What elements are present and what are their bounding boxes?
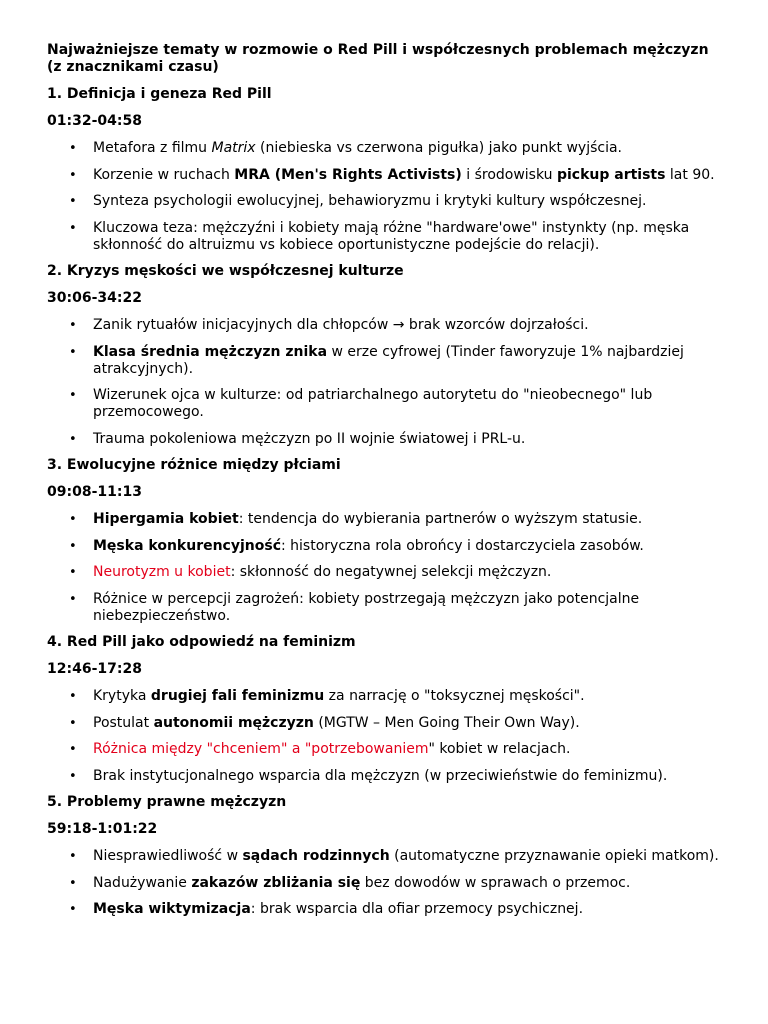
bold-text: Hipergamia kobiet xyxy=(93,511,239,527)
timestamp: 01:32-04:58 xyxy=(47,113,142,129)
document-page xyxy=(47,42,727,928)
text-run: Kluczowa teza: mężczyźni i kobiety mają różne "hardware'owe" instynkty (np. męska skłonność do altruizmu vs kobiece oportunistyczne podejście do relacji). xyxy=(93,219,690,253)
text-run: Różnice w percepcji zagrożeń: kobiety postrzegają mężczyzn jako potencjalne niebezpieczeństwo. xyxy=(93,590,640,624)
italic-text: Matrix xyxy=(211,140,256,156)
bullet-list xyxy=(47,688,727,785)
bullet-list xyxy=(47,511,727,625)
bold-text: Męska wiktymizacja xyxy=(93,901,251,917)
text-run: Metafora z filmu xyxy=(93,140,212,156)
text-run: Trauma pokoleniowa mężczyzn po II wojnie światowej i PRL-u. xyxy=(93,430,526,447)
timestamp: 30:06-34:22 xyxy=(47,290,142,306)
bullet-list xyxy=(47,848,727,918)
text-run: Niesprawiedliwość w xyxy=(93,848,243,864)
text-run: Krytyka xyxy=(93,688,151,704)
bold-text: Klasa średnia mężczyzn znika xyxy=(93,343,328,360)
bullet-icon: • xyxy=(69,194,77,209)
bullet-icon: • xyxy=(69,220,77,236)
section-heading: 5. Problemy prawne mężczyzn xyxy=(47,794,287,810)
list-item xyxy=(47,848,727,865)
document-title: Najważniejsze tematy w rozmowie o Red Pill i współczesnych problemach mężczyzn (z znacznikami czasu) xyxy=(47,42,709,75)
list-item xyxy=(47,344,727,378)
bullet-icon: • xyxy=(69,768,77,784)
text-run: w erze cyfrowej (Tinder faworyzuje 1% najbardziej atrakcyjnych). xyxy=(93,343,684,377)
text-run: Brak instytucjonalnego wsparcia dla mężczyzn (w przeciwieństwie do feminizmu). xyxy=(93,767,668,784)
bullet-icon: • xyxy=(69,849,77,864)
bold-text: sądach rodzinnych xyxy=(242,848,390,864)
list-item xyxy=(47,591,727,625)
bold-text: Męska konkurencyjność xyxy=(93,537,281,554)
section-heading: 1. Definicja i geneza Red Pill xyxy=(47,86,272,102)
text-run: : skłonność do negatywnej selekcji mężczyzn. xyxy=(230,564,552,580)
bullet-icon: • xyxy=(69,388,77,403)
bullet-list xyxy=(47,317,727,448)
bullet-icon: • xyxy=(69,538,77,554)
bullet-icon: • xyxy=(69,715,77,731)
list-item xyxy=(47,193,727,210)
timestamp: 09:08-11:13 xyxy=(47,484,142,500)
list-item xyxy=(47,140,727,157)
text-run: (MGTW – Men Going Their Own Way). xyxy=(313,714,580,731)
list-item xyxy=(47,688,727,705)
text-run: (automatyczne przyznawanie opieki matkom). xyxy=(389,848,719,864)
text-run: Postulat xyxy=(93,714,154,731)
list-item xyxy=(47,431,727,448)
bullet-icon: • xyxy=(69,141,77,156)
section-heading: 3. Ewolucyjne różnice między płciami xyxy=(47,457,341,473)
text-run: za narrację o "toksycznej męskości". xyxy=(324,688,585,704)
bullet-icon: • xyxy=(69,344,77,360)
text-run: : historyczna rola obrońcy i dostarczyciela zasobów. xyxy=(281,537,644,554)
text-run: lat 90. xyxy=(665,166,715,183)
bullet-icon: • xyxy=(69,875,77,891)
list-item xyxy=(47,768,727,785)
bold-text: autonomii mężczyzn xyxy=(153,714,314,731)
bullet-icon: • xyxy=(69,689,77,704)
sections-container xyxy=(47,86,727,918)
bullet-icon: • xyxy=(69,742,77,757)
bold-text: MRA (Men's Rights Activists) xyxy=(234,166,462,183)
section-heading: 4. Red Pill jako odpowiedź na feminizm xyxy=(47,634,356,650)
text-run: " kobiet w relacjach. xyxy=(428,741,571,757)
text-run: bez dowodów w sprawach o przemoc. xyxy=(360,874,631,891)
bullet-list xyxy=(47,140,727,254)
bold-text: drugiej fali feminizmu xyxy=(150,688,325,704)
list-item xyxy=(47,715,727,732)
text-run: i środowisku xyxy=(461,166,557,183)
section-heading: 2. Kryzys męskości we współczesnej kulturze xyxy=(47,263,404,279)
bullet-icon: • xyxy=(69,167,77,183)
bullet-icon: • xyxy=(69,902,77,917)
list-item xyxy=(47,167,727,184)
list-item xyxy=(47,220,727,254)
bullet-icon: • xyxy=(69,431,77,447)
bold-text: zakazów zbliżania się xyxy=(191,874,361,891)
highlighted-text: Neurotyzm u kobiet xyxy=(93,564,231,580)
text-run: Korzenie w ruchach xyxy=(93,166,235,183)
list-item xyxy=(47,901,727,918)
timestamp: 59:18-1:01:22 xyxy=(47,821,158,837)
list-item xyxy=(47,875,727,892)
highlighted-text: Różnica między "chceniem" a "potrzebowaniem xyxy=(93,741,429,757)
text-run: Zanik rytuałów inicjacyjnych dla chłopców → brak wzorców dojrzałości. xyxy=(93,317,589,333)
bullet-icon: • xyxy=(69,318,77,333)
list-item xyxy=(47,511,727,528)
timestamp: 12:46-17:28 xyxy=(47,661,142,677)
text-run: Synteza psychologii ewolucyjnej, behawioryzmu i krytyki kultury współczesnej. xyxy=(93,193,647,209)
text-run: Nadużywanie xyxy=(93,874,192,891)
text-run: : tendencja do wybierania partnerów o wyższym statusie. xyxy=(238,511,643,527)
list-item xyxy=(47,741,727,758)
text-run: Wizerunek ojca w kulturze: od patriarchalnego autorytetu do "nieobecnego" lub przemocowego. xyxy=(93,387,653,420)
bullet-icon: • xyxy=(69,591,77,607)
bold-text: pickup artists xyxy=(556,166,666,183)
list-item xyxy=(47,564,727,581)
list-item xyxy=(47,387,727,421)
text-run: : brak wsparcia dla ofiar przemocy psychicznej. xyxy=(250,901,584,917)
list-item xyxy=(47,317,727,334)
bullet-icon: • xyxy=(69,512,77,527)
list-item xyxy=(47,538,727,555)
text-run: (niebieska vs czerwona pigułka) jako punkt wyjścia. xyxy=(255,140,622,156)
bullet-icon: • xyxy=(69,565,77,580)
